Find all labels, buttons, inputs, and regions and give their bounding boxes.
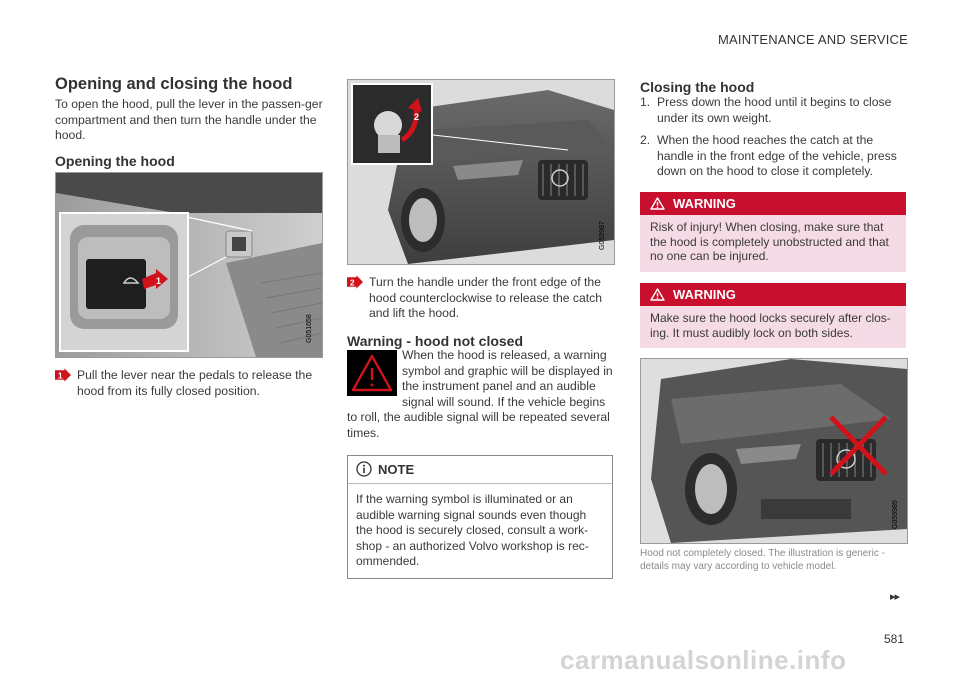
intro-paragraph: To open the hood, pull the lever in the passen-ger compartment and then turn the handle under the hood.	[55, 97, 323, 143]
hood-lever-illustration	[55, 172, 323, 358]
hood-not-closed-illustration	[640, 358, 908, 544]
image-code: G059989	[892, 500, 899, 529]
svg-text:2: 2	[414, 112, 420, 122]
note-header	[348, 456, 612, 484]
closing-steps-list	[640, 95, 906, 180]
step-1-text: Pull the lever near the pedals to release the hood from its fully closed position.	[77, 368, 313, 398]
continue-arrow-icon: ▸▸	[890, 591, 900, 603]
warning-icon	[650, 197, 665, 210]
step-2-text: Turn the handle under the front edge of the hood counterclockwise to release the catch and lift the hood.	[369, 275, 603, 321]
closing-hood-heading: Closing the hood	[640, 79, 755, 95]
list-item: 1. Press down the hood until it begins to close under its own weight.	[640, 95, 892, 125]
page-title: Opening and closing the hood	[55, 75, 293, 93]
step-1	[55, 368, 323, 399]
warning-text: Risk of injury! When closing, make sure that the hood is completely unobstructed and that no one can be injured.	[640, 215, 906, 272]
svg-text:1: 1	[156, 276, 162, 286]
svg-text:1: 1	[57, 370, 63, 381]
opening-hood-heading: Opening the hood	[55, 153, 175, 169]
hood-handle-illustration	[347, 79, 615, 265]
warning-header: WARNING	[640, 283, 906, 306]
step-2-badge-icon	[347, 275, 363, 289]
page-number: 581	[884, 632, 905, 646]
step-2	[347, 275, 613, 322]
svg-text:2: 2	[349, 277, 355, 288]
list-item: 2. When the hood reaches the catch at the handle in the front edge of the vehicle, press down on the hood to close it completely.	[640, 133, 897, 179]
warning-box-2	[640, 283, 906, 348]
section-header: MAINTENANCE AND SERVICE	[717, 32, 908, 47]
image-code: G059987	[599, 221, 606, 250]
watermark: carmanualsonline.info	[560, 645, 847, 675]
step-1-badge-icon	[55, 368, 71, 382]
warning-text: Make sure the hood locks securely after clos-ing. It must audibly lock on both sides.	[640, 306, 906, 348]
warning-box-1	[640, 192, 906, 272]
warning-icon	[650, 288, 665, 301]
note-text: If the warning symbol is illuminated or an audible warning signal sounds even though the hood is securely closed, consult a work-shop - an authorized Volvo workshop is rec-ommended.	[356, 492, 589, 568]
note-title: NOTE	[378, 461, 415, 477]
image-code: G051658	[306, 314, 313, 343]
image-caption: Hood not completely closed. The illustration is generic - details may vary according to vehicle model.	[640, 548, 885, 572]
warning-header: WARNING	[640, 192, 906, 215]
warning-paragraph: When the hood is released, a warning symbol and graphic will be displayed in the instrument panel and an audible signal will sound. If the vehicle begins to roll, the audible signal will be repeated several times.	[347, 348, 613, 440]
warning-hood-not-closed-heading: Warning - hood not closed	[347, 333, 524, 349]
info-icon	[356, 461, 372, 477]
note-box	[347, 455, 613, 579]
